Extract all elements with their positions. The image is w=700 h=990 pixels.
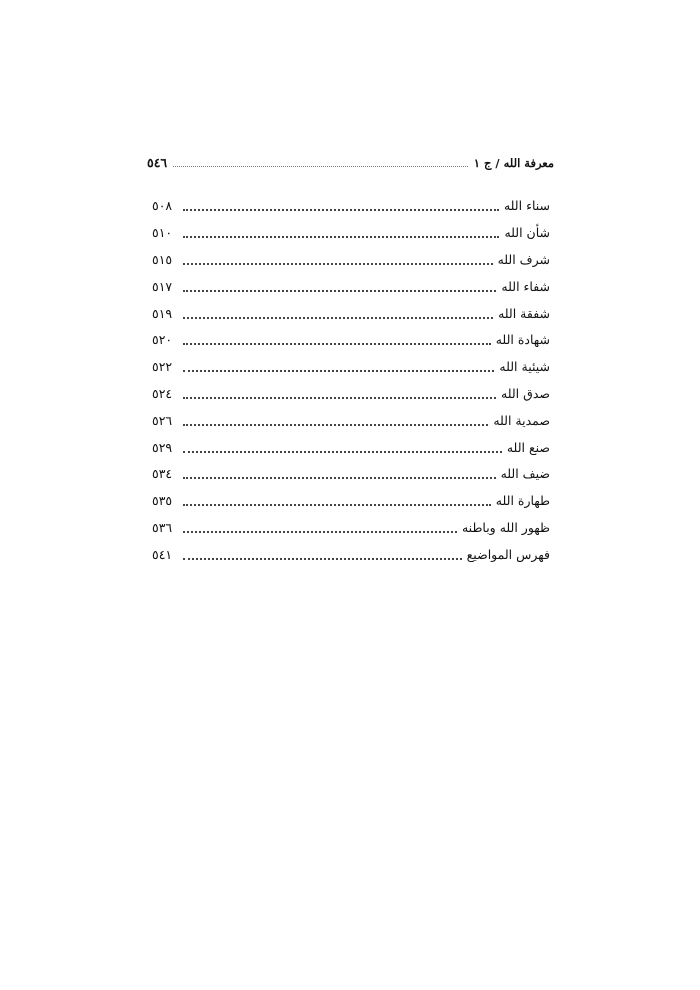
page-header [147,152,554,170]
toc-entry [152,300,550,327]
toc-entry [152,515,550,542]
toc-entry-page: ٥٠٨ [152,198,173,214]
toc-entry-page: ٥١٥ [152,251,173,267]
toc-entry [152,247,550,274]
toc-entry-title: شرف الله [497,251,550,267]
toc-entry-page: ٥٢٤ [152,385,173,401]
toc-entry-title: ضيف الله [500,466,550,482]
toc-entry [152,193,550,220]
toc-entry [152,354,550,381]
toc-entry [152,488,550,515]
table-of-contents [152,193,550,568]
dot-leader [183,504,491,506]
toc-entry-page: ٥١٠ [152,225,173,241]
toc-entry-title: صنع الله [506,439,550,455]
dot-leader [183,290,496,292]
toc-entry-page: ٥٣٤ [152,466,173,482]
toc-entry-page: ٥٣٥ [152,493,173,509]
dot-leader [183,317,493,319]
toc-entry-title: شهادة الله [495,332,550,348]
toc-entry [152,461,550,488]
toc-entry-title: صدق الله [501,385,550,401]
dot-leader [183,343,491,345]
dot-leader [183,424,488,426]
toc-entry-title: شفاء الله [501,278,550,294]
dot-leader [183,370,494,372]
toc-entry-page: ٥٤١ [152,546,173,562]
dot-leader [183,477,496,479]
dot-leader [183,558,462,560]
toc-entry [152,273,550,300]
toc-entry-page: ٥٣٦ [152,519,173,535]
header-dotted-rule [173,165,468,167]
toc-entry [152,220,550,247]
toc-entry-title: فهرس المواضيع [466,546,550,562]
toc-entry-title: شيئية الله [499,359,550,375]
dot-leader [183,263,493,265]
toc-entry-page: ٥٢٦ [152,412,173,428]
toc-entry [152,541,550,568]
toc-entry [152,407,550,434]
running-title: معرفة الله / ج ١ [473,156,554,170]
toc-entry-page: ٥٢٠ [152,332,173,348]
dot-leader [183,451,502,453]
dot-leader [183,236,499,238]
toc-entry-title: طهارة الله [495,493,550,509]
toc-entry-title: صمدية الله [493,412,550,428]
toc-entry-title: ظهور الله وباطنه [461,519,550,535]
toc-entry-page: ٥١٩ [152,305,173,321]
dot-leader [183,209,499,211]
dot-leader [183,397,496,399]
toc-entry [152,381,550,408]
toc-entry-page: ٥٢٢ [152,359,173,375]
dot-leader [183,531,457,533]
toc-entry-page: ٥١٧ [152,278,173,294]
toc-entry [152,434,550,461]
toc-entry [152,327,550,354]
page-number: ٥٤٦ [147,155,168,170]
toc-entry-page: ٥٢٩ [152,439,173,455]
toc-entry-title: شأن الله [504,225,550,241]
toc-entry-title: شفقة الله [498,305,550,321]
toc-entry-title: سناء الله [503,198,550,214]
